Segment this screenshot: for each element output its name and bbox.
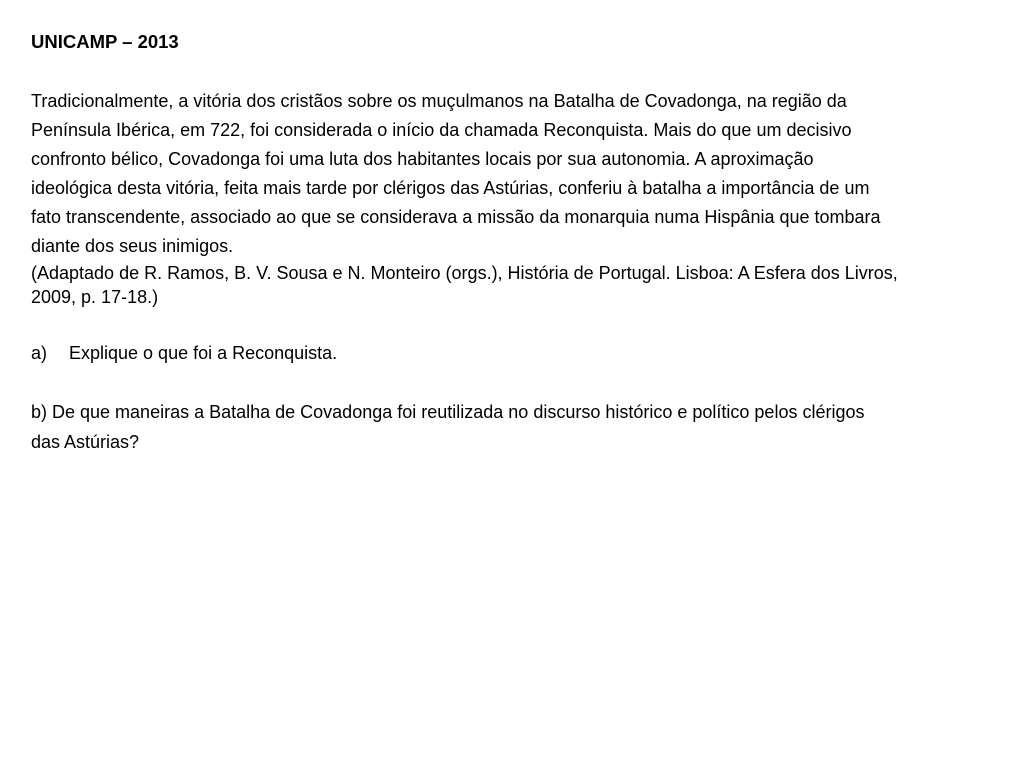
- question-b: [31, 397, 1001, 457]
- question-b-line: b) De que maneiras a Batalha de Covadonga foi reutilizada no discurso histórico e político pelos clérigos: [31, 402, 865, 422]
- passage-line: Península Ibérica, em 722, foi considerada o início da chamada Reconquista. Mais do que um decisivo: [31, 120, 852, 140]
- source-line: 2009, p. 17-18.): [31, 287, 159, 307]
- passage-line: Tradicionalmente, a vitória dos cristãos sobre os muçulmanos na Batalha de Covadonga, na região da: [31, 91, 847, 111]
- passage-line: confronto bélico, Covadonga foi uma luta dos habitantes locais por sua autonomia. A aproximação: [31, 149, 814, 169]
- source-citation: [31, 261, 1001, 309]
- question-a-text: Explique o que foi a Reconquista.: [69, 343, 338, 363]
- passage-line: fato transcendente, associado ao que se considerava a missão da monarquia numa Hispânia que tombara: [31, 207, 881, 227]
- question-a: [31, 341, 337, 365]
- passage-line: diante dos seus inimigos.: [31, 236, 234, 256]
- passage-line: ideológica desta vitória, feita mais tarde por clérigos das Astúrias, conferiu à batalha a importância de um: [31, 178, 870, 198]
- page-title: UNICAMP – 2013: [31, 31, 179, 52]
- question-b-line: das Astúrias?: [31, 432, 140, 452]
- source-line: (Adaptado de R. Ramos, B. V. Sousa e N. Monteiro (orgs.), História de Portugal. Lisboa: A Esfera dos Livros,: [31, 263, 898, 283]
- passage-text: [31, 87, 1001, 261]
- question-a-marker: a): [31, 343, 48, 363]
